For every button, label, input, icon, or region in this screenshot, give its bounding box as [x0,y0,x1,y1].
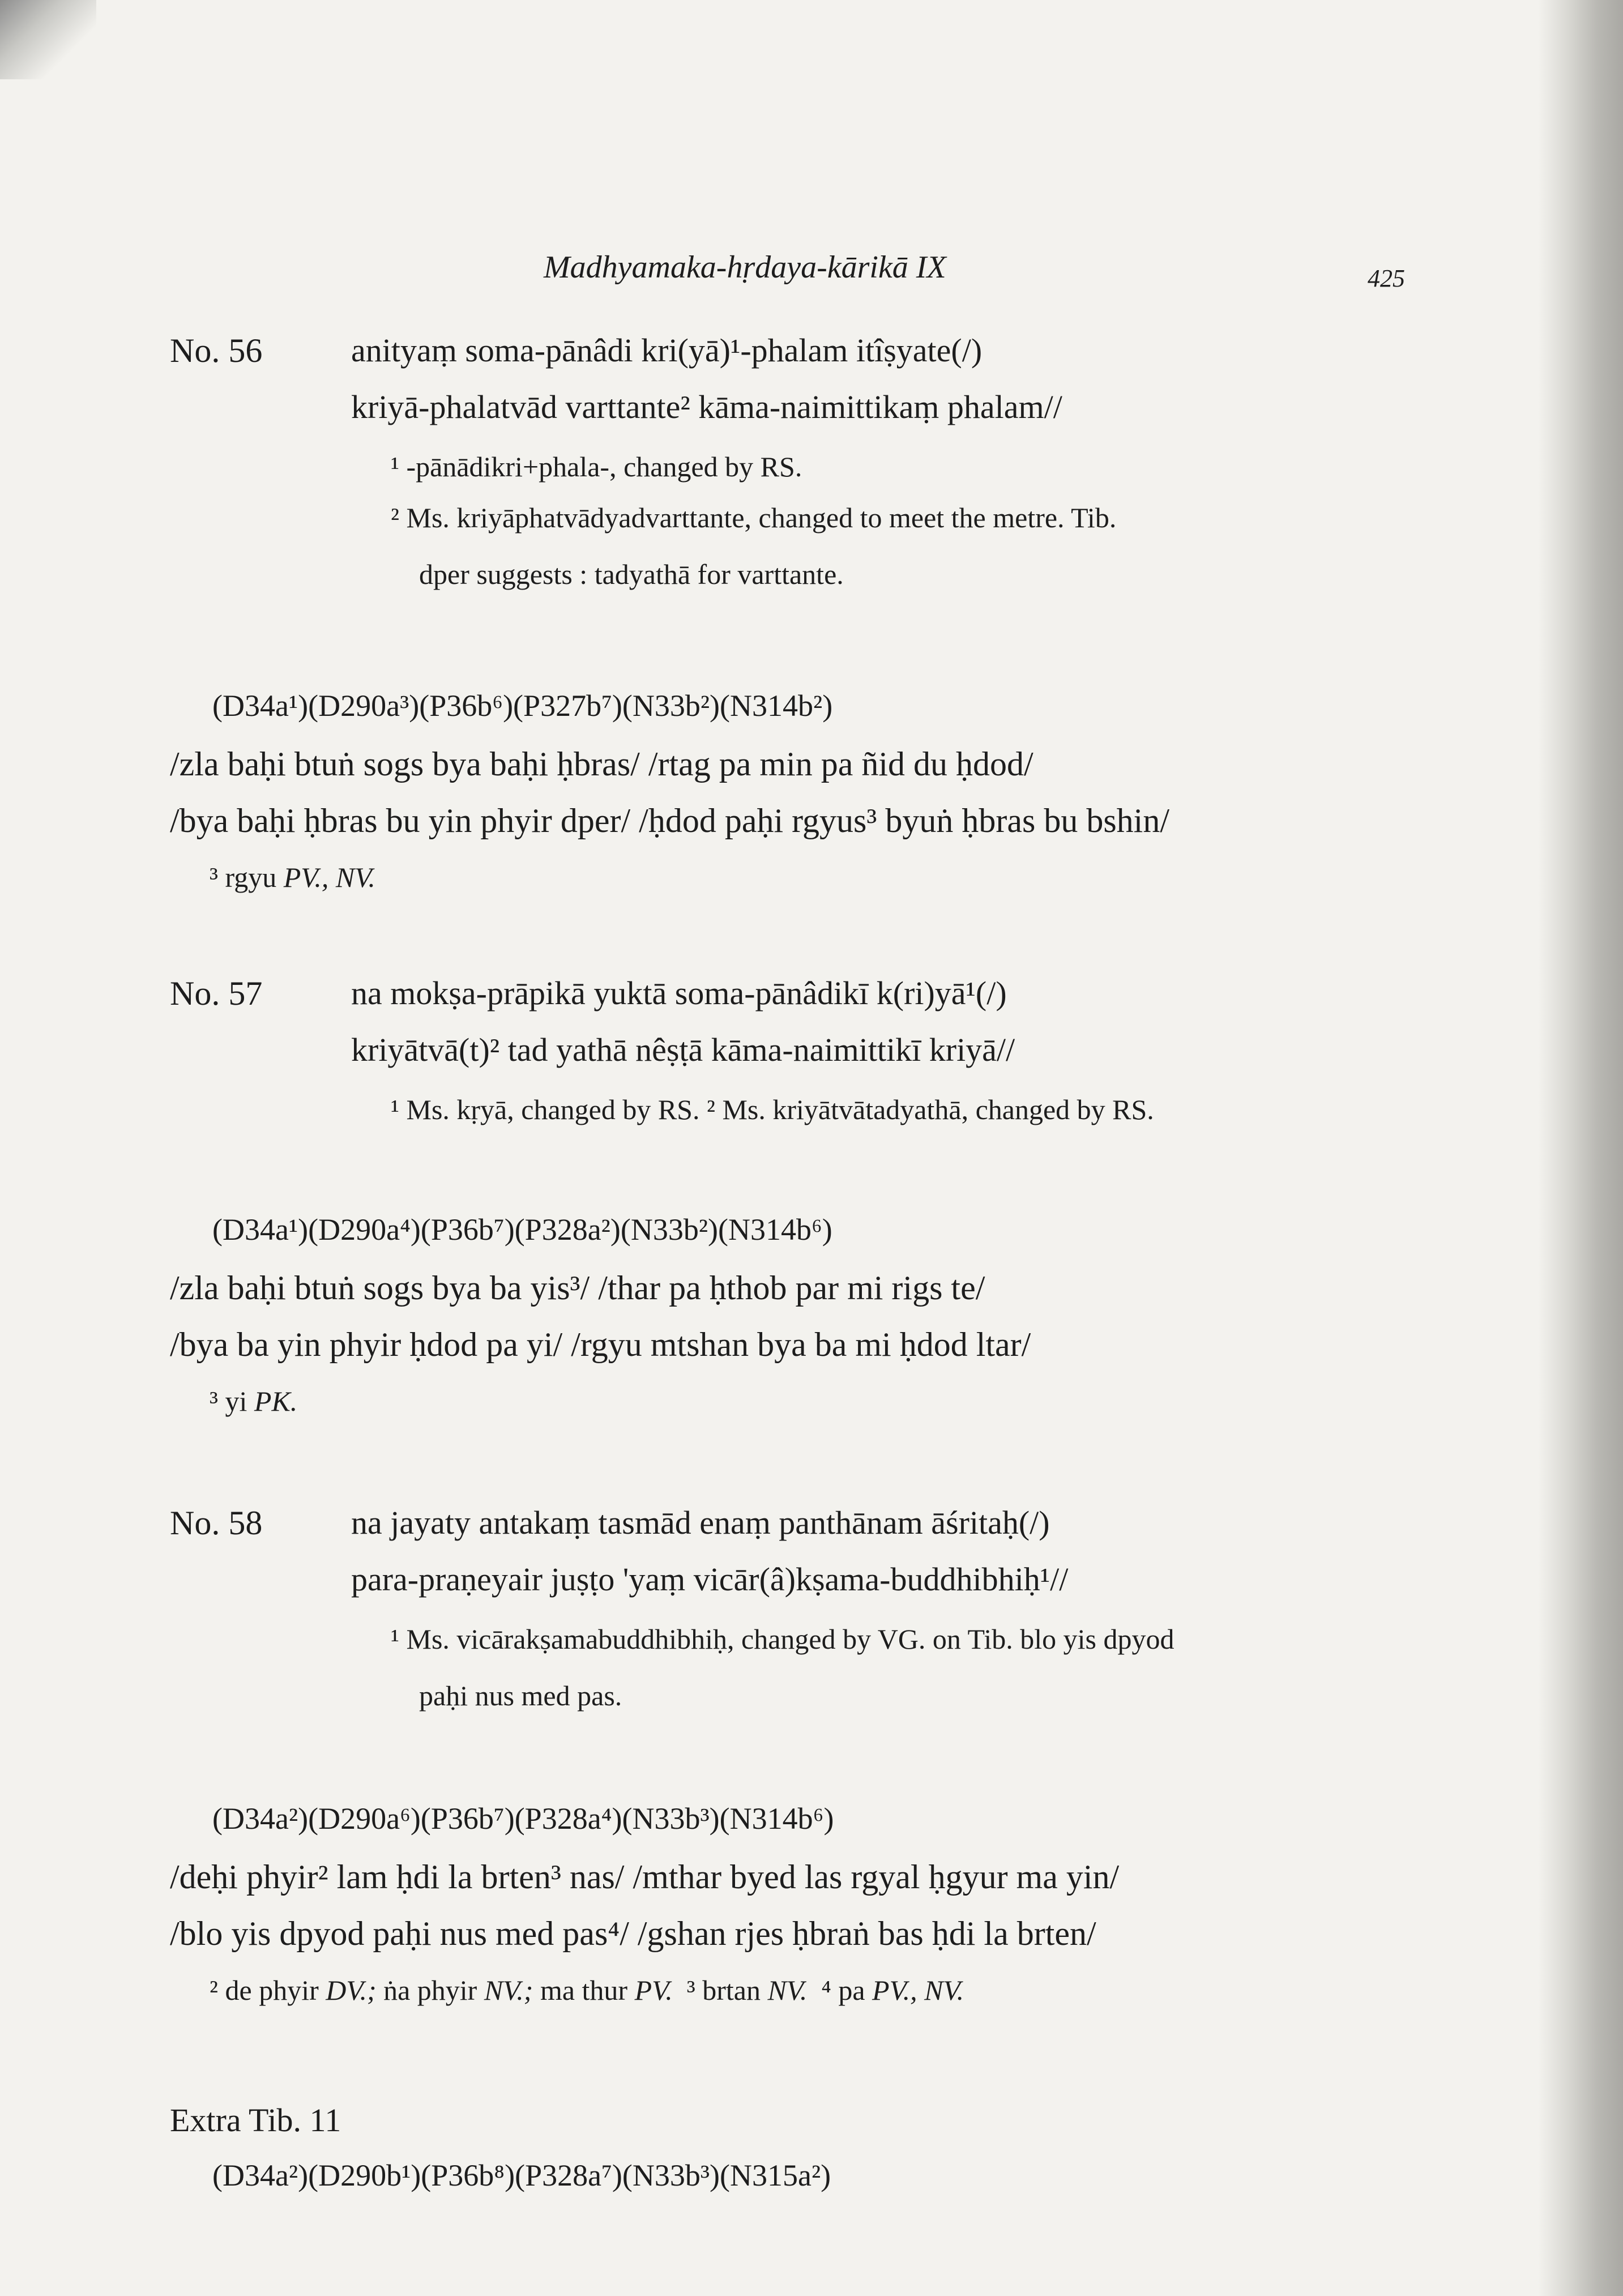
verse-line: kriyātvā(t)² tad yathā nêṣṭā kāma-naimittikī kriyā// [351,1031,1015,1068]
verse-line: anityaṃ soma-pānâdi kri(yā)¹-phalam itîṣyate(/) [351,332,983,369]
verse-line: na jayaty antakaṃ tasmād enaṃ panthānam āśritaḥ(/) [351,1504,1050,1541]
scan-shadow-edge [1538,0,1623,2296]
footnote: ¹ Ms. kṛyā, changed by RS. ² Ms. kriyātvātadyathā, changed by RS. [391,1094,1154,1125]
tibetan-line: /zla baḥi btuṅ sogs bya ba yis³/ /thar pa ḥthob par mi rigs te/ [170,1269,985,1307]
verse-line: kriyā-phalatvād varttante² kāma-naimittikaṃ phalam// [351,389,1062,425]
entry-number: No. 57 [170,975,263,1012]
tibetan-footnote: ³ rgyu PV., NV. [210,861,375,893]
tibetan-sigla: (D34a²)(D290a⁶)(P36b⁷)(P328a⁴)(N33b³)(N314b⁶) [212,1802,834,1836]
footnote: paḥi nus med pas. [419,1680,622,1712]
footnote: ¹ -pānādikri+phala-, changed by RS. [391,451,802,483]
tibetan-line: /bya ba yin phyir ḥdod pa yi/ /rgyu mtshan bya ba mi ḥdod ltar/ [170,1326,1031,1363]
tibetan-sigla: (D34a¹)(D290a³)(P36b⁶)(P327b⁷)(N33b²)(N314b²) [212,689,833,723]
footnote: dper suggests : tadyathā for varttante. [419,558,844,590]
tibetan-footnote: ³ yi PK. [210,1385,298,1417]
verse-line: na mokṣa-prāpikā yuktā soma-pānâdikī k(ri)yā¹(/) [351,975,1007,1012]
tibetan-sigla: (D34a²)(D290b¹)(P36b⁸)(P328a⁷)(N33b³)(N315a²) [212,2158,831,2192]
tibetan-footnote: ² de phyir DV.; ṅa phyir NV.; ma thur PV. ³ brtan NV. ⁴ pa PV., NV. [210,1974,964,2006]
footnote: ² Ms. kriyāphatvādyadvarttante, changed to meet the metre. Tib. [391,502,1117,534]
tibetan-line: /blo yis dpyod paḥi nus med pas⁴/ /gshan rjes ḥbraṅ bas ḥdi la brten/ [170,1915,1096,1952]
tibetan-line: /bya baḥi ḥbras bu yin phyir dper/ /ḥdod paḥi rgyus³ byuṅ ḥbras bu bshin/ [170,802,1170,839]
tibetan-sigla: (D34a¹)(D290a⁴)(P36b⁷)(P328a²)(N33b²)(N314b⁶) [212,1213,832,1247]
scan-shadow-corner [0,0,96,79]
running-title: Madhyamaka-hṛdaya-kārikā IX [544,250,946,285]
page-number: 425 [1368,264,1405,292]
entry-number: No. 56 [170,332,263,369]
footnote: ¹ Ms. vicārakṣamabuddhibhiḥ, changed by VG. on Tib. blo yis dpyod [391,1623,1174,1655]
verse-line: para-praṇeyair juṣṭo 'yaṃ vicār(â)kṣama-buddhibhiḥ¹// [351,1561,1069,1598]
entry-number: No. 58 [170,1504,263,1542]
extra-heading: Extra Tib. 11 [170,2102,341,2139]
tibetan-line: /zla baḥi btuṅ sogs bya baḥi ḥbras/ /rtag pa min pa ñid du ḥdod/ [170,745,1033,783]
tibetan-line: /deḥi phyir² lam ḥdi la brten³ nas/ /mthar byed las rgyal ḥgyur ma yin/ [170,1858,1120,1896]
